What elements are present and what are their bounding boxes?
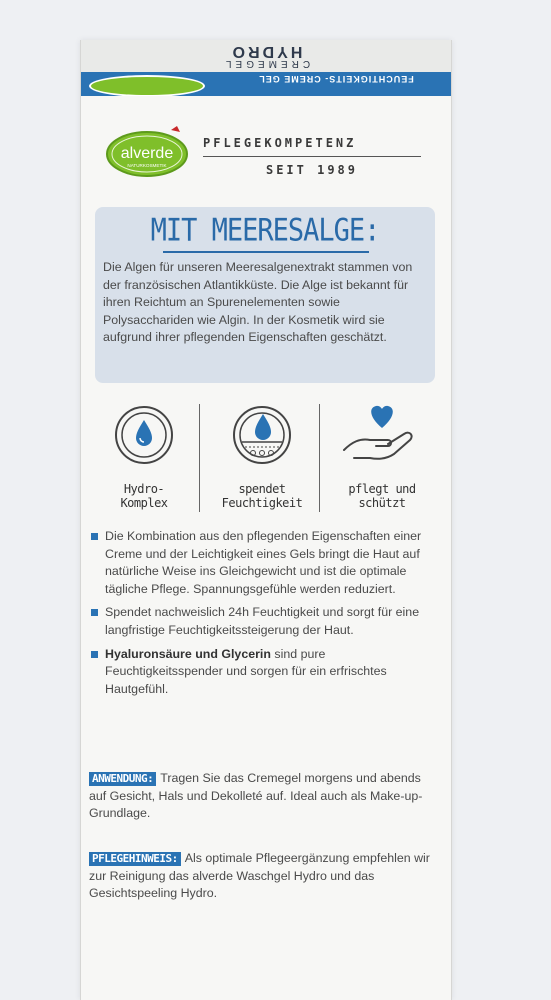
- benefit-care-protect: [327, 400, 437, 520]
- algae-text: Die Algen für unseren Meeresalgenextrakt stammen von der französischen Atlantikküste. Die Alge ist bekannt für ihren Reichtum an Spurenelementen sowie Polysacchariden wie Algin. In der Kosmetik wird sie aufgrund ihrer pflegenden Eigenschaften geschätzt.: [103, 260, 413, 345]
- bullet-text: sind pure Feuchtigkeitsspender und sorgen für ein erfrischtes Hautgefühl.: [105, 646, 387, 696]
- skin-drop-icon: [227, 400, 297, 470]
- care-note-section: [89, 850, 433, 903]
- benefit-moisture: [207, 400, 317, 520]
- icon-divider: [319, 404, 320, 512]
- benefit-caption-3b: schützt: [358, 496, 406, 510]
- bullet-square-icon: [91, 609, 98, 616]
- logo-pill-upside-down: [89, 75, 205, 96]
- benefit-caption-2b: Feuchtigkeit: [221, 496, 303, 510]
- algae-heading-underline: [163, 251, 369, 253]
- flap-title: HYDRO: [229, 43, 303, 60]
- algae-heading: MIT MEERESALGE:: [150, 212, 380, 249]
- water-drop-circle-icon: [109, 400, 179, 470]
- usage-text: Tragen Sie das Cremegel morgens und abends auf Gesicht, Hals und Dekolleté auf. Ideal auch als Make-up-Grundlage.: [89, 771, 423, 821]
- benefit-caption-2a: spendet: [238, 482, 286, 496]
- usage-section: [89, 770, 433, 823]
- bullet-text: Die Kombination aus den pflegenden Eigenschaften einer Creme und der Leichtigkeit eines Gels bringt die Haut auf natürliche Weise ins Gleichgewicht und ist die optimale tägliche Pflege. Spannungsgefühle werden reduziert.: [105, 529, 422, 596]
- product-box: [80, 40, 452, 1000]
- usage-label: ANWENDUNG:: [89, 772, 156, 786]
- benefit-caption-3a: pflegt und: [348, 482, 416, 496]
- bullet-item: [89, 646, 437, 699]
- care-label: PFLEGEHINWEIS:: [89, 852, 181, 866]
- algae-info-panel: [95, 207, 435, 383]
- bullet-item: [89, 604, 437, 639]
- brand-divider: [203, 156, 421, 157]
- flap-subtitle: CREMEGEL: [221, 58, 311, 69]
- benefit-hydro-complex: [89, 400, 199, 520]
- box-top-flap: [81, 40, 451, 72]
- logo-subtext: NATURKOSMETIK: [127, 163, 167, 168]
- logo-text: alverde: [120, 145, 174, 162]
- brand-line-2: SEIT 1989: [265, 163, 359, 177]
- top-color-band: [81, 72, 451, 96]
- brand-line-1: PFLEGEKOMPETENZ: [203, 136, 357, 150]
- band-text: FEUCHTIGKEITS- CREME GEL: [258, 74, 414, 84]
- benefit-caption-1a: Hydro-: [123, 482, 165, 496]
- benefit-icons: [81, 400, 451, 520]
- icon-divider: [199, 404, 200, 512]
- care-text: Als optimale Pflegeergänzung empfehlen wir zur Reinigung das alverde Waschgel Hydro und das Gesichtspeeling Hydro.: [89, 851, 430, 901]
- bullet-text: Spendet nachweislich 24h Feuchtigkeit und sorgt für eine langfristige Feuchtigkeitssteigerung der Haut.: [105, 605, 420, 637]
- bullet-square-icon: [91, 533, 98, 540]
- bullet-bold-text: Hyaluronsäure und Glycerin: [105, 646, 271, 661]
- alverde-logo: [105, 120, 191, 180]
- benefit-caption-1b: Komplex: [120, 496, 168, 510]
- brand-claim: [203, 136, 421, 177]
- benefit-bullets: [89, 528, 437, 704]
- hand-heart-icon: [340, 400, 424, 470]
- bullet-item: [89, 528, 437, 598]
- bullet-square-icon: [91, 651, 98, 658]
